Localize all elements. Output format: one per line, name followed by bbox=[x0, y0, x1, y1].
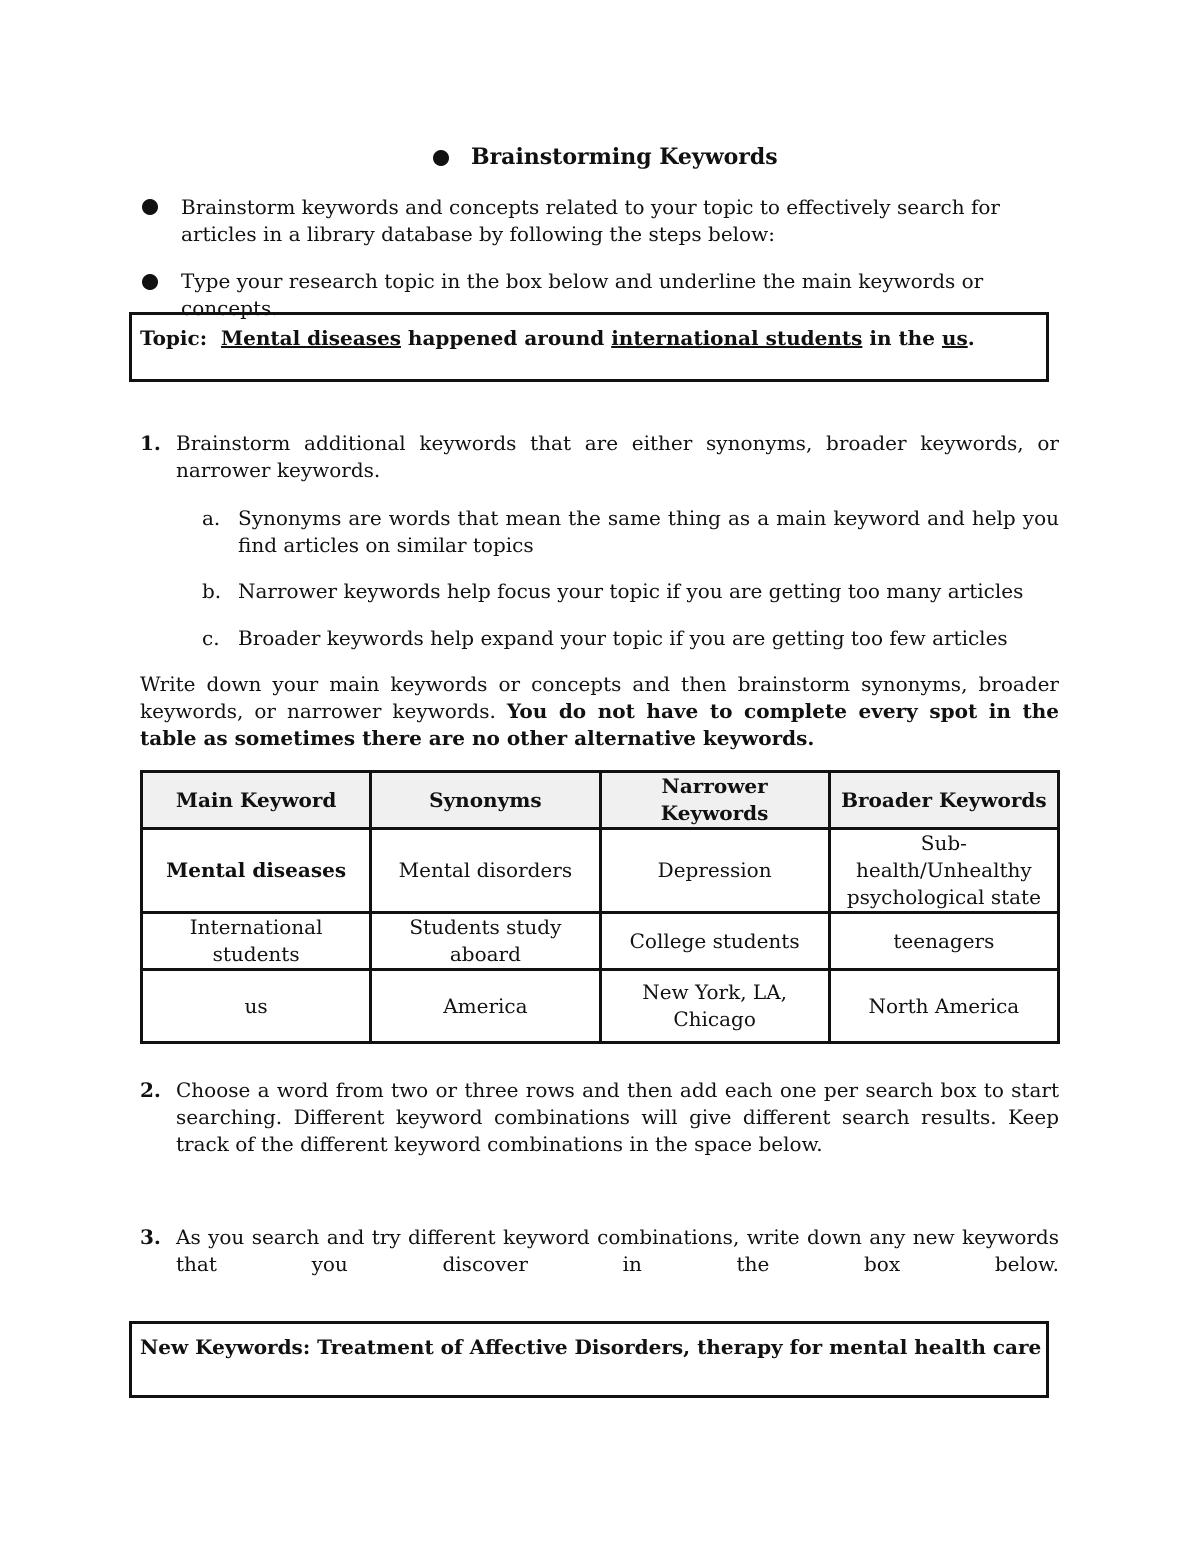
title-bullet-icon bbox=[433, 150, 449, 166]
header-broader-keywords: Broader Keywords bbox=[829, 772, 1058, 829]
step-1-number: 1. bbox=[140, 431, 161, 455]
topic-keyword-3: us bbox=[941, 326, 968, 350]
step-1a-text: Synonyms are words that mean the same thing as a main keyword and help you find articles on similar topics bbox=[238, 506, 1059, 557]
step-1c-letter: c. bbox=[202, 626, 220, 650]
header-narrower-keywords: Narrower Keywords bbox=[600, 772, 829, 829]
table-cell: Depression bbox=[600, 829, 829, 913]
page-title: Brainstorming Keywords bbox=[471, 144, 778, 170]
table-cell: College students bbox=[600, 913, 829, 970]
step-1c-text: Broader keywords help expand your topic if you are getting too few articles bbox=[238, 626, 1008, 650]
table-cell: teenagers bbox=[829, 913, 1058, 970]
table-cell: North America bbox=[829, 970, 1058, 1043]
table-header-row bbox=[142, 772, 1059, 829]
step-2-text: Choose a word from two or three rows and then add each one per search box to start searching. Different keyword combinations will give different search results. Keep track of the different keyword combinations in the space below. bbox=[176, 1078, 1059, 1156]
step-1b-letter: b. bbox=[202, 579, 222, 603]
table-cell: Students study aboard bbox=[371, 913, 600, 970]
new-keywords-box bbox=[129, 1321, 1049, 1398]
step-1a-letter: a. bbox=[202, 506, 221, 530]
table-cell: Mental diseases bbox=[142, 829, 371, 913]
table-cell: America bbox=[371, 970, 600, 1043]
new-keywords-text: New Keywords: Treatment of Affective Disorders, therapy for mental health care bbox=[140, 1335, 1042, 1359]
keyword-table bbox=[140, 770, 1060, 1044]
table-cell: Sub-health/Unhealthy psychological state bbox=[829, 829, 1058, 913]
topic-text-1: happened around bbox=[407, 326, 605, 350]
step-3-text: As you search and try different keyword combinations, write down any new keywords that you discover in the box below. bbox=[176, 1225, 1059, 1276]
header-main-keyword: Main Keyword bbox=[142, 772, 371, 829]
bullet-icon bbox=[142, 274, 158, 290]
topic-box bbox=[129, 312, 1049, 382]
bullet-text-1: Brainstorm keywords and concepts related to your topic to effectively search for articles in a library database by following the steps below: bbox=[181, 195, 1000, 246]
topic-keyword-2: international students bbox=[611, 326, 863, 350]
header-synonyms: Synonyms bbox=[371, 772, 600, 829]
table-cell: New York, LA, Chicago bbox=[600, 970, 829, 1043]
table-cell: Mental disorders bbox=[371, 829, 600, 913]
step-3-number: 3. bbox=[140, 1225, 161, 1249]
table-cell: International students bbox=[142, 913, 371, 970]
topic-end: . bbox=[967, 326, 975, 350]
topic-keyword-1: Mental diseases bbox=[221, 326, 401, 350]
table-cell: us bbox=[142, 970, 371, 1043]
write-down-bold: You do not have to complete every spot in the table as sometimes there are no other alternative keywords. bbox=[140, 699, 1060, 750]
write-down-paragraph bbox=[140, 671, 1059, 752]
step-1b-text: Narrower keywords help focus your topic if you are getting too many articles bbox=[238, 579, 1024, 603]
write-down-normal: Write down your main keywords or concepts and then brainstorm synonyms, broader keywords, or narrower keywords. bbox=[140, 672, 1059, 723]
table-row bbox=[142, 970, 1059, 1043]
step-1-text: Brainstorm additional keywords that are either synonyms, broader keywords, or narrower keywords. bbox=[176, 431, 1059, 482]
bullet-text-2: Type your research topic in the box below and underline the main keywords or concepts. bbox=[181, 269, 984, 320]
table-row bbox=[142, 913, 1059, 970]
step-2-number: 2. bbox=[140, 1078, 161, 1102]
topic-label: Topic: bbox=[140, 326, 208, 350]
bullet-icon bbox=[142, 199, 158, 215]
topic-text bbox=[132, 315, 1046, 352]
table-row bbox=[142, 829, 1059, 913]
topic-text-2: in the bbox=[869, 326, 935, 350]
